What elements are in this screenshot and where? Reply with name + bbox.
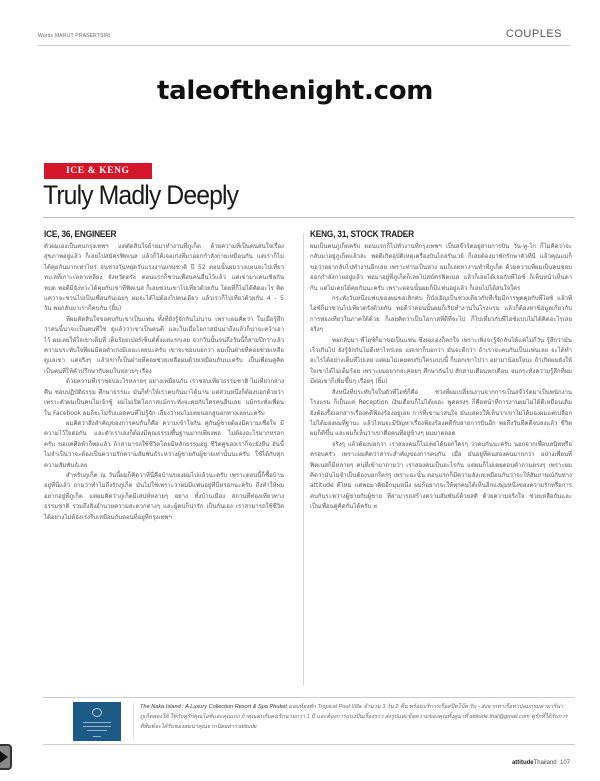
column-divider [303, 233, 304, 685]
hotel-logo-thumbnail [73, 702, 121, 741]
article-tag: ICE & KENG [44, 163, 152, 179]
footer-vertical-divider [133, 703, 134, 739]
promo-body: มอบห้องพัก Tropical Pool Villa จำนวน 3 วัน 2 คืน พร้อมบริการเรือสปีดโบ๊ต รับ - ส่งจากท่าเรือท่าปอมกรมค่ามาริน่าภูเก็ตสองใต้ ให้กับคู่รักคุณไอซ์และคุณเก่ง ถ้าคุณคบกับคนรักนานกว่า 1 ปี และต้องการแบ่งปันเรื่องราว ส่งรูปและข้อความของคุณทั้งคู่มาที่ attitude.thai@gmail.com คู่รักที่ได้รับการตีพิมพ์จะได้รับของสมนาคุณจากนิตยสาร attitude [140, 704, 568, 730]
article-headline: Truly Madly Deeply [43, 180, 239, 210]
logo-text-line [93, 736, 101, 737]
promo-lead: The Naka Island : A Luxury Collection Resort & Spa Phuket [140, 704, 287, 710]
right-column [310, 229, 572, 513]
page-header [38, 28, 570, 46]
footer-divider-top [43, 697, 575, 698]
paragraph: สิ่งหนึ่งที่ประทับใจในตัวพี่ไอซ์ก็คือ ช่วงที่ผมเปลี่ยนงานจากการเป็นสจ๊วร์ตมาเป็นพนักงานโรงแรม ก็เป็นแค่ Reception เงินเดือนก็ไม่ได้เยอะ พูดตรงๆ ก็คือหน้าที่การงานผมไม่ได้ดีเหมือนเดิม ยังต้องรื้อเอกสารเรื่องคดีฟ้องร้องอยู่เลย การที่เขามาสนใจ มันแสดงให้เห็นว่าเขาไม่ได้มองผมแค่เปลือก ไม่ได้มองผมที่ฐานะ แล้วไหนจะมีปัญหาเรื่องฟ้องร้องคดีกับสายการบินอีก พอถึงวันที่คดีจบลงแล้ว ชีวิตผมก็ดีขึ้น และผมก็เห็นว่าเขาคือคนที่อยู่ข้างๆ ผมมาตลอด [310, 388, 572, 438]
paragraph: ด้วยความที่เราชอบอะไรหลายๆ อย่างเหมือนกัน เราชอบเที่ยวธรรมชาติ ไม่เที่ยวกลางคืน ชอบปฏิบัติธรรม ศึกษาธรรมะ มันก็ทำให้เราคบกันมาได้นาน แต่ส่วนหนึ่งก็ต้องบอกด้วยว่า เพราะตัวผมเป็นคนไม่เจ้าชู้ ผมไม่เปิดโอกาสแม้กระทั่งจะคุยกับใครคนอื่นเลย แม้กระทั่งเพื่อนใน Facebook ผมก็จะไม่รับแอดคนที่ไม่รู้จัก เลี่ยงว่าผมไม่เคยนอกลู่นอกทางเลยนะครับ [44, 378, 284, 417]
paragraph: จริงๆ แล้วต้องบอกว่า เราสองคนก็ไม่เคยได้บอกใครๆ ว่าคบกันนะครับ นอกจากเพื่อนสนิทหรือครอบครัว เพราะผมคิดว่าสาระสำคัญของการคบกัน เมื่อ มันอยู่ที่คนสองคนมากกว่า อย่างเพื่อนที่ฟิตเนสก็มีหลายๆ คนที่เข้ามาถามว่า เราสองคนเป็นอะไรกัน แต่ผมก็ไม่เคยตอบคำถามตรงๆ เพราะผมคิดว่ามันไม่จำเป็นต้องบอกใครๆ เพราะฉะนั้น ตอนแรกก็มีความลังเลเหมือนกันว่าจะให้สัมภาษณ์กับทาง attitude ดีไหม แต่พอมาคิดอีกมุมหนึ่ง ผมก็อยากจะให้ทุกคนได้เห็นอีกแง่มุมหนึ่งของความรักหรือการคบกันระหว่างผู้ชายกับผู้ชาย ที่สามารถสร้างความสัมพันธ์ด้วยสติ ด้วยความจริงใจ ช่วยเหลือกันและเป็นเพื่อนคู่คิดกันได้ครับ ¤ [310, 440, 572, 511]
left-column-title: ICE, 36, ENGINEER [44, 229, 117, 239]
section-name: COUPLES [505, 28, 562, 40]
page-folio [512, 760, 570, 766]
byline: Words MARUT PRASERTSIRI [38, 33, 111, 39]
paragraph: สำหรับภูเก็ต ณ วันนี้ผมก็คิดว่าที่นี่คือบ้านของผมไปแล้วนะครับ เพราะตอนนี้ก็ซื้อบ้านอยู่ที่นี่แล้ว ถามว่าทำไมถึงรักภูเก็ต มันไม่ใช่เพราะว่าผมมีแฟนอยู่ที่นี่หรอกนะครับ ถึงทำให้ผมอยากอยู่ที่ภูเก็ต แต่ผมคิดว่าภูเก็ตมีเสน่ห์หลายๆ อย่าง ทั้งบ้านเมือง สถานที่ท่องเที่ยวทางธรรมชาติ รวมถึงสิ่งอำนวยความสะดวกต่างๆ และผู้คนก็น่ารัก เป็นกันเอง เราสามารถใช้ชีวิตได้อย่างไม่ต้องเร่งรีบเหมือนกับตอนที่อยู่ที่กรุงเทพฯ [44, 471, 284, 521]
logo-text-line [83, 722, 111, 723]
paragraph: ตัวผมเองเป็นคนกรุงเทพฯ แต่ตัดสินใจย้ายมาทำงานที่ภูเก็ต ด้วยความที่เป็นคนสนใจเรื่องสุขภาพอยู่แล้ว ก็เลยไปสมัครฟิตเนส แล้วก็ได้เจอเก่งที่มาออกกำลังกายเหมือนกัน แต่เราก็ไม่ได้คุยกันมากเท่าไหร่ จนช่วงวันหยุดวันแรงงานแห่งชาติ ปี 52 ตอนนั้นผมวางแผนจะไปเที่ยวทะเลที่เกาะเหลาเหลียง จังหวัดตรัง ตอนแรกก็ชวนเพื่อนคนอื่นไว้แล้ว แต่เขามาเคนเซิลกันหมด พอดีมีจังหวะได้คุยกับเขาที่ฟิตเนส ก็เลยชวนเขาไปเที่ยวด้วยกัน โดยที่ก็ไม่ได้คิดอะไร คิดแค่ว่าจะชวนไปเป็นเพื่อนกันเฉยๆ ผมจะได้ไม่ต้องไปคนเดียว แล้วเราก็ไปเที่ยวด้วยกัน 4 - 5 วัน พอกลับมาเราก็คบกัน (ยิ้ม) [44, 243, 284, 313]
paragraph: ที่ผมตัดสินใจขอคบกับเขาเป็นแฟน ทั้งที่ยังรู้จักกันไม่นาน เพราะผมคิดว่า ในเมื่อรู้สึกว่าคนนี้น่าจะเป็นคนที่ใช่ ดูแล้วว่าเขาเป็นคนดี และในเมื่อโอกาสมันมาถึงแล้วก็น่าจะคว้าเอาไว้ ผมเลยให้ใจเขาเต็มที่ เต็มร้อยเปอร์เซ็นต์ตั้งแต่แรกเลย จากวันนั้นจนถึงวันนี้ก็สามปีกว่าแล้ว ความประทับใจที่ผมมีต่อตัวเก่งมีเยอะเลยนะครับ เขาจะชอบบอกว่า ผมเป็นฝ่ายที่คอยช่วยเหลือดูแลเขา แต่จริงๆ แล้วเขาก็เป็นฝ่ายที่คอยช่วยเหลือผมด้วยเหมือนกันนะครับ เป็นเพื่อนคู่คิด เป็นคนที่ให้คำปรึกษากับผมในหลายๆ เรื่อง [44, 315, 284, 375]
paragraph: ผมเป็นคนภูเก็ตครับ ตอนแรกก็ไปทำงานที่กรุงเทพฯ เป็นสจ๊วร์ตอยู่สายการบิน วัน-ทู-โก ก็ไม่คิดว่าจะกลับมาอยู่ภูเก็ตแล้วล่ะ พอดีเกิดอุบัติเหตุเครื่องบินไถลรันเวย์ ก็เลยต้องมาพักรักษาตัวที่นี่ แล้วคุณแม่ก็ขอว่าอย่ากลับไปทำงานอีกเลย เพราะท่านเป็นห่วง ผมก็เลยหางานทำที่ภูเก็ต ด้วยความที่ผมเป็นคนชอบออกกำลังกายอยู่แล้ว พอมาอยู่ที่ภูเก็ตก็เลยไปสมัครฟิตเนส แล้วก็เลยได้เจอกับพี่ไอซ์ ก็เห็นหน้าเห็นตากัน แต่ไม่เคยได้คุยกันนะครับ เพราะตอนนั้นผมก็มีแฟนอยู่แล้ว ก็เลยไม่ได้สนใจใคร [310, 243, 572, 292]
next-page-button[interactable] [0, 744, 12, 770]
folio-brand: attitude [511, 760, 534, 766]
paragraph: ผมคิดว่าสิ่งสำคัญของการคบกันก็คือ ความเข้าใจกัน คู่กันผู้ชายต้องมีความเชื่อใจ มีความไว้ใจต่อกัน และตัวเราเองก็ต้องมีคุณธรรมพื้นฐานมากเพียงพอ ไม่ต้องอะไรมากหรอกครับ ขอแค่ศีลห้าก็พอแล้ว ถ้าสามารถใช้ชีวิตโดยมีหลักธรรมอยู่ ชีวิตคู่ของเราก็จะยั่งยืน อันนี้ไม่จำเป็นว่าจะต้องเป็นความรักความสัมพันธ์ระหว่างผู้ชายกับผู้ชายเท่านั้นนะครับ ใช้ได้กับทุกความสัมพันธ์เลย [44, 419, 284, 469]
folio-edition: Thailand [533, 760, 557, 766]
footer-divider-bottom [43, 744, 575, 745]
left-column [44, 229, 284, 523]
paragraph: กระทั่งวันหนึ่งแฟนของผมขอเลิกคบ ก็บังเอิญเป็นช่วงเดียวกับที่เริ่มมีการพูดคุยกับพี่ไอซ์ แล้วพี่ไอซ์ก็มาชวนไปเที่ยวตรังด้วยกัน พอดีว่าตอนนั้นผมก็เริ่มทำงานในโรงแรม แล้วก็ต้องหาข้อมูลเกี่ยวกับการท่องเที่ยวในภาคใต้ด้วย ก็เลยคิดว่าเป็นโอกาสที่ดีที่จะไป ก็ไปเที่ยวกับพี่ไอซ์แบบไม่ได้คิดอะไรเลยจริงๆ [310, 295, 572, 334]
promo-text [140, 702, 570, 732]
logo-text-line [87, 730, 107, 731]
page-number: 107 [559, 760, 570, 766]
logo-text-line [83, 726, 111, 727]
headline-divider [43, 217, 575, 218]
paragraph: พอกลับมา พี่ไอซ์ก็มาขอเป็นแฟน ซึ่งผมเองก็ตกใจ เพราะเพิ่งจะรู้จักกันได้แค่ไม่กี่วัน รู้สึกว่ามันเร็วเกินไป ยังรู้จักกันไม่ดีเท่าไหร่เลย แต่เขาก็บอกว่า มันจะดีกว่า ถ้าเราจะคบกันเป็นแฟนเลย จะได้ทำอะไรได้อย่างเต็มที่ไปเลย แต่ผมไม่เคยคบกับใครแบบนี้ ก็บอกเขาไปว่า อย่ามาน้อยใจนะ ถ้าเกิดผมยังให้ใจเขาได้ไม่เต็มร้อย เพราะผมอยากจะค่อยๆ ศึกษากันไป สักสามเดือนหกเดือน จนกระทั่งความรู้สึกที่ผมมีต่อเขาก็เพิ่มขึ้นๆ เรื่อยๆ (ยิ้ม) [310, 336, 572, 386]
watermark-text: taleofthenight.com [157, 76, 434, 106]
right-column-title: KENG, 31, STOCK TRADER [310, 229, 414, 239]
hotel-logo-icon [92, 708, 102, 717]
